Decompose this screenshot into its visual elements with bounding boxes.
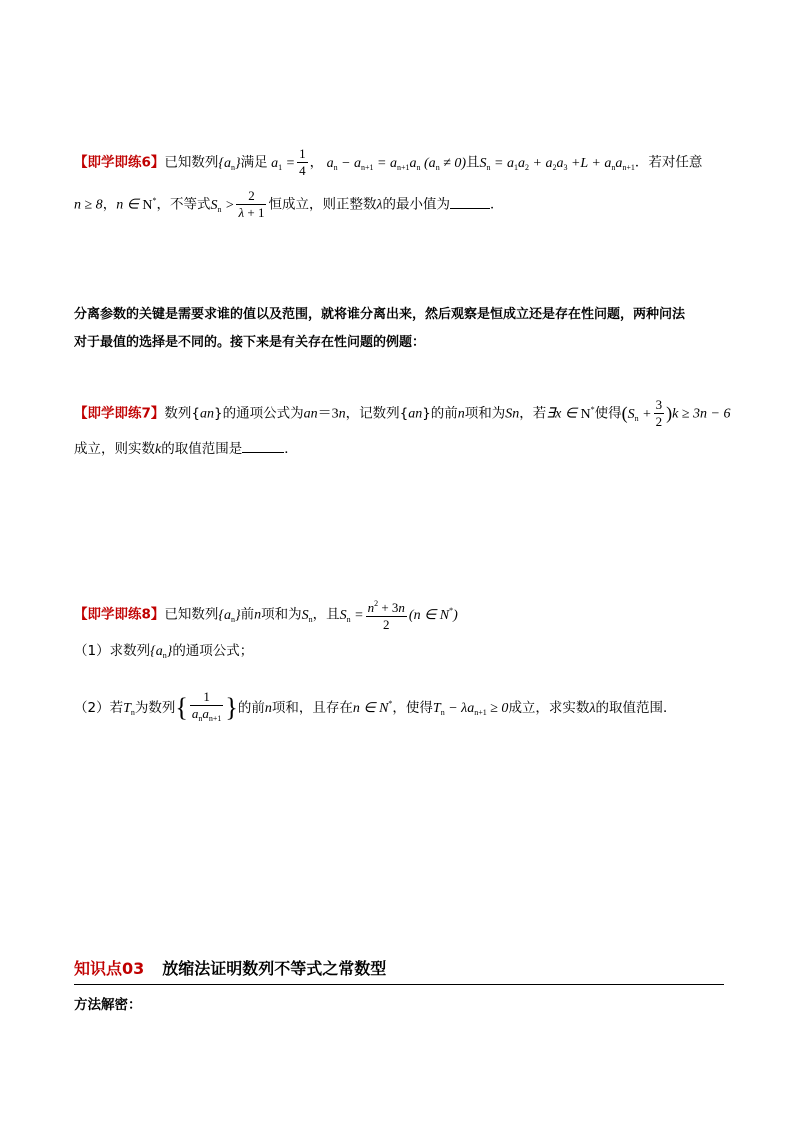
section-heading <box>74 956 724 985</box>
ex8-line1: 【即学即练8】已知数列$\{a_n\}$前n项和为$S_n$，且$S_n$ = $\frac{n^2 + 3n}{2}$ (n ∈ N*) <box>74 596 458 633</box>
ex7-tag: 【即学即练7】 <box>74 405 165 422</box>
ex8-q2: （2）若$T_n$为数列{ $\frac{1}{a_na_{n+1}}$ }的前n项和，且存在n ∈ N*，使得$T_n - \lambda a_{n+1} \ge 0$成立，求实数λ的取值范围． <box>74 689 677 727</box>
strategy-paragraph-line2: 对于最值的选择是不同的。接下来是有关存在性问题的例题： <box>74 335 426 350</box>
answer-blank[interactable] <box>242 452 284 453</box>
answer-blank[interactable] <box>450 208 490 209</box>
ex8-tag: 【即学即练8】 <box>74 606 165 623</box>
strategy-paragraph-line1: 分离参数的关键是需要求谁的值以及范围，就将谁分离出来，然后观察是恒成立还是存在性问题，两种问法 <box>74 307 686 322</box>
fraction-quarter: $\frac{1}{4}$ <box>299 146 306 178</box>
fraction-sn-formula: $\frac{n^2 + 3n}{2}$ <box>366 596 407 633</box>
ex6-tag: 【即学即练6】 <box>74 154 165 171</box>
ex6-line2: n ≥ 8，n ∈ N*，不等式$S_n$ > $\frac{2}{\lambda + 1}$ 恒成立，则正整数λ的最小值为 ． <box>74 188 504 220</box>
ex7-line1: 【即学即练7】数列{an}的通项公式为an＝3n，记数列{an}的前n项和为Sn，若∃x ∈ N*使得($S_n$ + $\frac{3}{2}$ )k ≥ 3n − 6 <box>74 397 731 429</box>
section-label: 知识点03 <box>74 959 145 978</box>
fraction-reciprocal-product: $\frac{1}{a_na_{n+1}}$ <box>191 689 222 723</box>
method-heading: 方法解密： <box>74 997 142 1013</box>
section-title: 放缩法证明数列不等式之常数型 <box>162 959 387 978</box>
fraction-three-halves: $\frac{3}{2}$ <box>655 397 663 429</box>
ex8-q1: （1）求数列$\{a_n\}$的通项公式； <box>74 643 254 660</box>
ex6-line1: 【即学即练6】已知数列$\{a_n\}$满足 $a_1$ = $\frac{1}{4}$ ， $a_n - a_{n+1} = a_{n+1}a_n$ $(a_n \ne 0)$且$S_n = a_1a_2 + a_2a_3 +L + a_na_{n+1}$．若对任意 <box>74 146 703 178</box>
fraction-2-over-lambda: $\frac{2}{\lambda + 1}$ <box>238 188 265 220</box>
ex7-line2: 成立，则实数k的取值范围是 ． <box>74 441 298 457</box>
